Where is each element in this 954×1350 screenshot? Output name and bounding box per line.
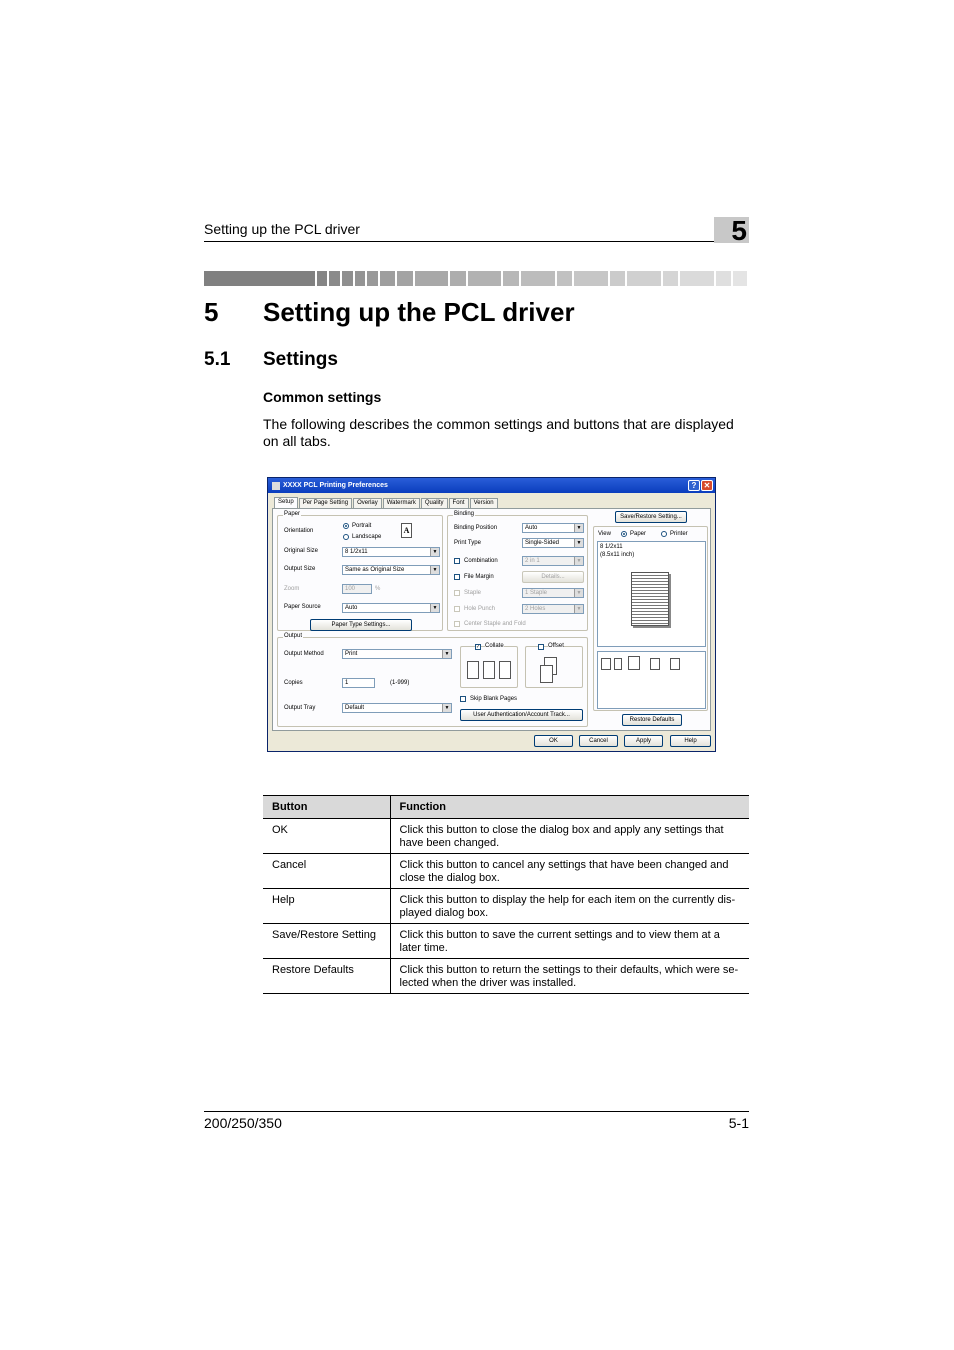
option-icon	[670, 658, 680, 670]
collate-pages-icon	[499, 661, 511, 679]
binding-position-select[interactable]	[522, 523, 584, 533]
table-cell-button: Save/Restore Setting	[263, 924, 390, 959]
dialog-title: XXXX PCL Printing Preferences	[283, 482, 388, 489]
center-staple-label: Center Staple and Fold	[464, 621, 526, 627]
chevron-down-icon: ▼	[574, 557, 583, 565]
tab-font[interactable]: Font	[449, 498, 469, 508]
dialog-tabs	[274, 498, 499, 508]
print-type-label: Print Type	[454, 540, 481, 546]
center-staple-checkbox[interactable]	[454, 621, 460, 627]
paper-group	[277, 511, 443, 631]
table-cell-function: Click this button to save the current settings and to view them at a later time.	[390, 924, 749, 959]
hole-punch-value: 2 Holes	[525, 606, 546, 612]
decorative-bar-segment	[557, 271, 572, 286]
preview-inch: (8.5x11 inch)	[600, 552, 635, 558]
table-cell-function: Click this button to display the help for each item on the currently dis-played dialog box.	[390, 889, 749, 924]
decorative-bar-segment	[503, 271, 518, 286]
collate-pages-icon	[483, 661, 495, 679]
output-method-label: Output Method	[284, 651, 324, 657]
chevron-down-icon: ▼	[574, 539, 583, 547]
view-printer-label: Printer	[670, 531, 688, 537]
restore-defaults-button[interactable]: Restore Defaults	[622, 714, 682, 726]
original-size-label: Original Size	[284, 548, 319, 554]
print-type-select[interactable]	[522, 538, 584, 548]
help-button[interactable]: Help	[670, 735, 711, 747]
orientation-label: Orientation	[284, 528, 314, 534]
file-margin-checkbox[interactable]	[454, 574, 460, 580]
zoom-unit: %	[375, 586, 381, 592]
combination-value: 2 in 1	[525, 558, 540, 564]
binding-group	[447, 511, 588, 631]
button-function-table	[263, 795, 749, 994]
output-tray-label: Output Tray	[284, 705, 316, 711]
zoom-value: 100	[345, 586, 356, 592]
table-header-button: Button	[263, 796, 390, 819]
paper-type-settings-button[interactable]: Paper Type Settings...	[310, 619, 412, 631]
footer-model: 200/250/350	[204, 1115, 282, 1131]
printer-device-icon	[601, 658, 611, 670]
table-cell-button: Restore Defaults	[263, 959, 390, 994]
paper-feed-icon	[650, 658, 660, 670]
setup-panel	[272, 508, 711, 731]
decorative-bar-segment	[574, 271, 608, 286]
output-method-value: Print	[345, 651, 358, 657]
offset-box	[525, 643, 583, 688]
collate-pages-icon	[467, 661, 479, 679]
output-group	[277, 633, 588, 727]
chapter-number: 5	[204, 297, 219, 327]
decorative-bar-segment	[521, 271, 555, 286]
finisher-icon	[628, 656, 640, 670]
close-icon[interactable]: ✕	[701, 480, 713, 491]
binding-position-value: Auto	[525, 525, 538, 531]
chevron-down-icon: ▼	[574, 524, 583, 532]
chevron-down-icon: ▼	[430, 604, 439, 612]
save-restore-setting-button[interactable]: Save/Restore Setting...	[615, 511, 687, 523]
section-title	[204, 349, 338, 371]
decorative-bar-segment	[367, 271, 378, 286]
zoom-label: Zoom	[284, 586, 300, 592]
decorative-bar-segment	[329, 271, 340, 286]
decorative-bar-segment	[610, 271, 625, 286]
output-size-label: Output Size	[284, 566, 316, 572]
decorative-bar-segment	[733, 271, 746, 286]
table-row	[263, 959, 749, 994]
view-paper-label: Paper	[630, 531, 647, 537]
portrait-label: Portrait	[352, 523, 372, 529]
paper-legend: Paper	[284, 511, 301, 517]
staple-checkbox[interactable]	[454, 590, 460, 596]
paper-source-label: Paper Source	[284, 604, 321, 610]
chevron-down-icon: ▼	[430, 566, 439, 574]
tab-version[interactable]: Version	[470, 498, 498, 508]
footer-rule	[204, 1111, 749, 1112]
chapter-tab	[714, 215, 749, 246]
chevron-down-icon: ▼	[574, 605, 583, 613]
hole-punch-label: Hole Punch	[464, 606, 496, 612]
tab-setup[interactable]: Setup	[274, 497, 298, 508]
print-type-value: Single-Sided	[525, 540, 560, 546]
table-cell-button: Help	[263, 889, 390, 924]
offset-pages-icon	[540, 665, 553, 683]
decorative-bar-segment	[716, 271, 731, 286]
tab-watermark[interactable]: Watermark	[383, 498, 420, 508]
hole-punch-select[interactable]	[522, 604, 584, 614]
tab-quality[interactable]: Quality	[421, 498, 448, 508]
preview-page-icon	[631, 572, 669, 626]
table-header-row	[263, 796, 749, 819]
help-icon[interactable]: ?	[688, 480, 700, 491]
combination-label: Combination	[464, 558, 498, 564]
table-cell-button: OK	[263, 819, 390, 854]
printing-preferences-dialog	[267, 477, 716, 752]
copies-value: 1	[345, 680, 349, 686]
decorative-bar-segment	[680, 271, 714, 286]
table-row	[263, 889, 749, 924]
collate-box	[460, 643, 518, 688]
binding-position-label: Binding Position	[454, 525, 498, 531]
hole-punch-checkbox[interactable]	[454, 606, 460, 612]
portrait-radio[interactable]	[343, 523, 349, 529]
combination-checkbox[interactable]	[454, 558, 460, 564]
paper-preview	[597, 541, 706, 647]
intro-paragraph: The following describes the common settings and buttons that are displayed on all tabs.	[263, 416, 734, 449]
view-paper-radio[interactable]	[621, 531, 627, 537]
table-cell-function: Click this button to cancel any settings that have been changed and close the dialog box.	[390, 854, 749, 889]
decorative-bar-segment	[342, 271, 353, 286]
offset-label: Offset	[548, 643, 564, 649]
section-number: 5.1	[204, 349, 231, 370]
decorative-bar	[204, 271, 749, 286]
footer-page-number: 5-1	[728, 1115, 749, 1131]
subsection-title: Common settings	[263, 389, 382, 405]
collate-checkbox[interactable]: ✓	[476, 644, 481, 650]
decorative-bar-segment	[468, 271, 502, 286]
paper-source-select[interactable]	[342, 603, 440, 613]
view-group	[593, 526, 708, 711]
combination-select[interactable]	[522, 556, 584, 566]
original-size-select[interactable]	[342, 547, 440, 557]
view-label: View	[598, 531, 611, 537]
section-title-text: Settings	[263, 349, 338, 370]
cancel-button[interactable]: Cancel	[579, 735, 618, 747]
output-legend: Output	[284, 633, 303, 639]
user-authentication-button[interactable]: User Authentication/Account Track...	[460, 709, 583, 721]
ok-button[interactable]: OK	[534, 735, 573, 747]
collate-label: Collate	[485, 643, 504, 649]
staple-value: 1 Staple	[525, 590, 548, 596]
header-rule	[204, 241, 749, 242]
output-size-value: Same as Original Size	[345, 567, 405, 573]
copies-range: (1-999)	[390, 680, 410, 686]
chevron-down-icon: ▼	[574, 589, 583, 597]
table-cell-function: Click this button to close the dialog box and apply any settings that have been changed.	[390, 819, 749, 854]
running-header: Setting up the PCL driver	[204, 221, 360, 237]
printer-icon	[272, 482, 280, 490]
dialog-titlebar	[268, 478, 715, 493]
skip-blank-checkbox[interactable]	[460, 696, 466, 702]
zoom-input[interactable]	[342, 584, 372, 594]
tab-overlay[interactable]: Overlay	[353, 498, 382, 508]
orientation-preview-icon: A	[401, 523, 412, 538]
decorative-bar-segment	[317, 271, 328, 286]
binding-legend: Binding	[454, 511, 475, 517]
decorative-bar-segment	[397, 271, 412, 286]
table-header-function: Function	[390, 796, 749, 819]
output-tray-value: Default	[345, 705, 365, 711]
table-row	[263, 854, 749, 889]
copies-input[interactable]	[342, 678, 375, 688]
output-tray-icon	[614, 658, 622, 670]
chapter-title	[204, 297, 575, 328]
landscape-radio[interactable]	[343, 534, 349, 540]
chevron-down-icon: ▼	[442, 650, 451, 658]
view-printer-radio[interactable]	[661, 531, 667, 537]
output-size-select[interactable]	[342, 565, 440, 575]
table-cell-button: Cancel	[263, 854, 390, 889]
decorative-bar-segment	[355, 271, 366, 286]
tab-per-page-setting[interactable]: Per Page Setting	[299, 498, 352, 508]
copies-label: Copies	[284, 680, 303, 686]
decorative-bar-segment	[415, 271, 449, 286]
chevron-down-icon: ▼	[430, 548, 439, 556]
decorative-bar-segment	[450, 271, 465, 286]
skip-blank-label: Skip Blank Pages	[470, 696, 518, 702]
output-tray-select[interactable]	[342, 703, 452, 713]
decorative-bar-segment	[663, 271, 678, 286]
landscape-label: Landscape	[352, 534, 382, 540]
chapter-title-text: Setting up the PCL driver	[263, 297, 575, 327]
details-button[interactable]: Details...	[522, 571, 584, 583]
staple-select[interactable]	[522, 588, 584, 598]
paper-source-value: Auto	[345, 605, 358, 611]
decorative-bar-segment	[204, 271, 315, 286]
apply-button[interactable]: Apply	[624, 735, 663, 747]
chapter-tab-number: 5	[731, 215, 747, 246]
table-row	[263, 819, 749, 854]
output-method-select[interactable]	[342, 649, 452, 659]
chevron-down-icon: ▼	[442, 704, 451, 712]
staple-label: Staple	[464, 590, 482, 596]
decorative-bar-segment	[627, 271, 661, 286]
device-preview	[597, 651, 706, 709]
original-size-value: 8 1/2x11	[345, 549, 368, 555]
decorative-bar-segment	[380, 271, 395, 286]
table-row	[263, 924, 749, 959]
table-cell-function: Click this button to return the settings to their defaults, which were se-lected when the driver was installed.	[390, 959, 749, 994]
offset-checkbox[interactable]	[538, 644, 544, 650]
file-margin-label: File Margin	[464, 574, 494, 580]
preview-size: 8 1/2x11	[600, 544, 623, 550]
